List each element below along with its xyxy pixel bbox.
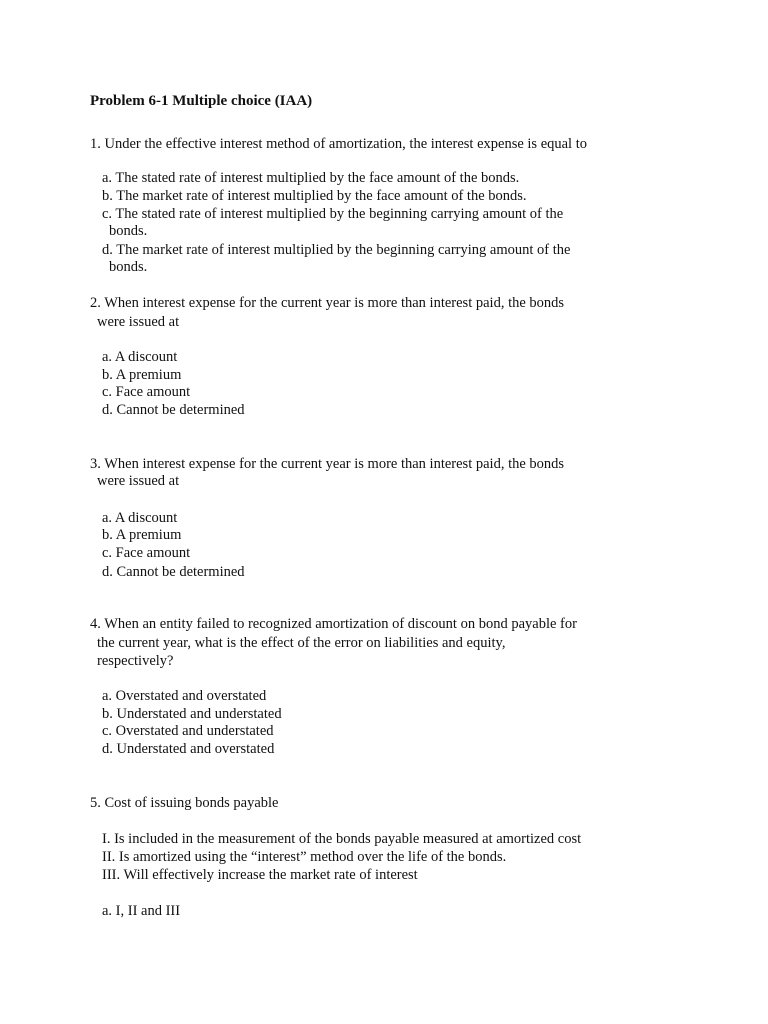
question-2-stem: 2. When interest expense for the current year is more than interest paid, the bonds xyxy=(90,295,565,311)
question-2-choice-b: b. A premium xyxy=(102,367,182,383)
question-4-choice-a: a. Overstated and overstated xyxy=(102,688,267,704)
question-3-stem: 3. When interest expense for the current year is more than interest paid, the bonds xyxy=(90,456,565,472)
question-1-choice-a: a. The stated rate of interest multiplied by the face amount of the bonds. xyxy=(102,170,520,186)
question-1-choice-c: c. The stated rate of interest multiplied by the beginning carrying amount of the xyxy=(102,206,564,222)
question-3-choice-c: c. Face amount xyxy=(102,545,191,561)
question-5-statement-1: I. Is included in the measurement of the bonds payable measured at amortized cost xyxy=(102,831,582,847)
question-5-statement-2: II. Is amortized using the “interest” method over the life of the bonds. xyxy=(102,849,507,865)
question-2-choice-a: a. A discount xyxy=(102,349,178,365)
question-1-choice-d: d. The market rate of interest multiplied by the beginning carrying amount of the xyxy=(102,242,571,258)
question-1-choice-b: b. The market rate of interest multiplied by the face amount of the bonds. xyxy=(102,188,527,204)
question-2-stem-cont: were issued at xyxy=(97,314,180,330)
question-3-stem-cont: were issued at xyxy=(97,473,180,489)
question-4-choice-d: d. Understated and overstated xyxy=(102,741,275,757)
question-4-choice-b: b. Understated and understated xyxy=(102,706,282,722)
question-4-stem-cont-2: respectively? xyxy=(97,653,174,669)
question-4-choice-c: c. Overstated and understated xyxy=(102,723,274,739)
question-5-statement-3: III. Will effectively increase the market rate of interest xyxy=(102,867,418,883)
question-1-stem: 1. Under the effective interest method of amortization, the interest expense is equal to xyxy=(90,136,587,152)
problem-title: Problem 6-1 Multiple choice (IAA) xyxy=(90,93,313,109)
question-1-choice-c-cont: bonds. xyxy=(109,223,148,239)
question-2-choice-c: c. Face amount xyxy=(102,384,191,400)
question-3-choice-a: a. A discount xyxy=(102,510,178,526)
question-4-stem-cont-1: the current year, what is the effect of the error on liabilities and equity, xyxy=(97,635,506,651)
question-1-choice-d-cont: bonds. xyxy=(109,259,148,275)
question-5-stem: 5. Cost of issuing bonds payable xyxy=(90,795,279,811)
question-5-choice-a: a. I, II and III xyxy=(102,903,181,919)
question-2-choice-d: d. Cannot be determined xyxy=(102,402,245,418)
question-3-choice-b: b. A premium xyxy=(102,527,182,543)
question-3-choice-d: d. Cannot be determined xyxy=(102,564,245,580)
question-4-stem: 4. When an entity failed to recognized amortization of discount on bond payable for xyxy=(90,616,577,632)
